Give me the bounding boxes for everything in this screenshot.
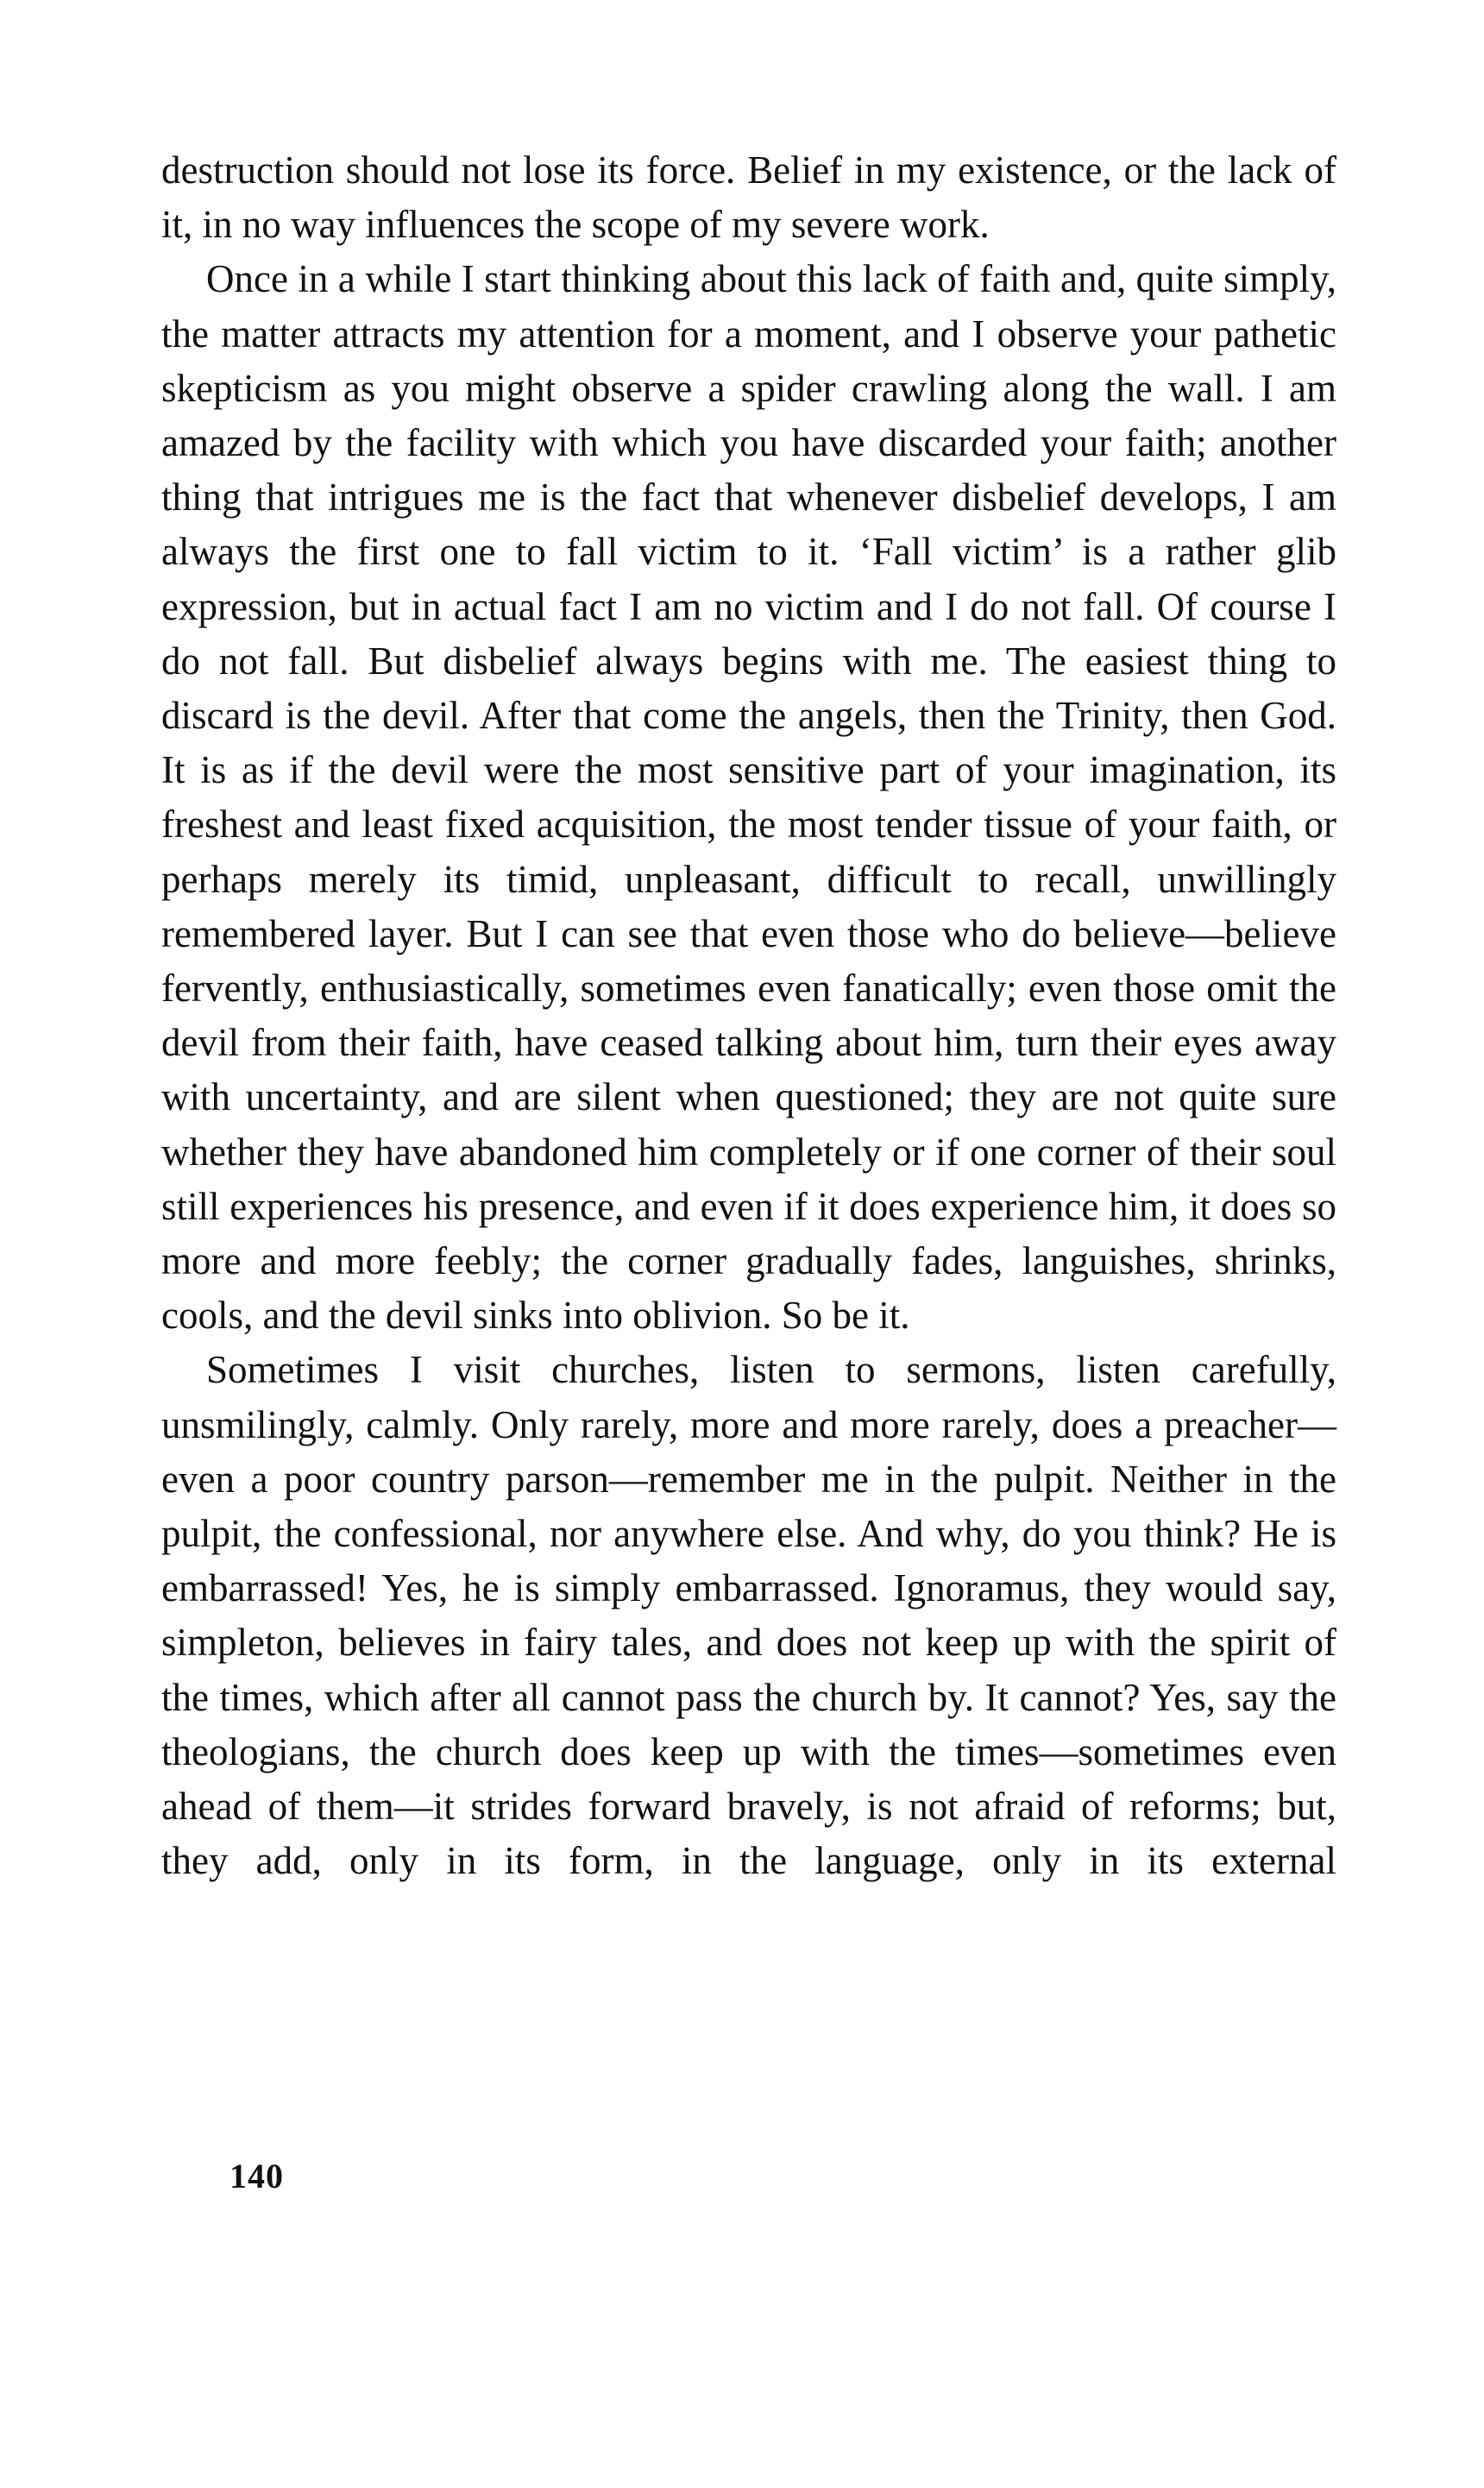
page-number: 140 (230, 2157, 284, 2195)
paragraph-1: destruction should not lose its force. Belief in my existence, or the lack of it, in no way influences the scope of my severe work. (161, 148, 1336, 247)
body-text (161, 143, 1336, 1889)
paragraph-3: Sometimes I visit churches, listen to sermons, listen carefully, unsmilingly, calmly. Only rarely, more and more rarely, does a preacher—even a poor country parson—remember me in the pulpit. Neither in the pulpit, the confessional, nor anywhere else. And why, do you think? He is embarrassed! Yes, he is simply embarrassed. Ignoramus, they would say, simpleton, believes in fairy tales, and does not keep up with the spirit of the times, which after all cannot pass the church by. It cannot? Yes, say the theologians, the church does keep up with the times—sometimes even ahead of them—it strides forward bravely, is not afraid of reforms; but, they add, only in its form, in the language, only in its external (161, 1348, 1336, 1883)
paragraph-2: Once in a while I start thinking about this lack of faith and, quite simply, the matter attracts my attention for a moment, and I observe your pathetic skepticism as you might observe a spider crawling along the wall. I am amazed by the facility with which you have discarded your faith; another thing that intrigues me is the fact that whenever disbelief develops, I am always the first one to fall victim to it. ‘Fall victim’ is a rather glib expression, but in actual fact I am no victim and I do not fall. Of course I do not fall. But disbelief always begins with me. The easiest thing to discard is the devil. After that come the angels, then the Trinity, then God. It is as if the devil were the most sensitive part of your imagination, its freshest and least fixed acquisition, the most tender tissue of your faith, or perhaps merely its timid, unpleasant, difficult to recall, unwillingly remembered layer. But I can see that even those who do believe—believe fervently, enthusiastically, sometimes even fanatically; even those omit the devil from their faith, have ceased talking about him, turn their eyes away with uncertainty, and are silent when questioned; they are not quite sure whether they have abandoned him completely or if one corner of their soul still experiences his presence, and even if it does experience him, it does so more and more feebly; the corner gradually fades, languishes, shrinks, cools, and the devil sinks into oblivion. So be it. (161, 257, 1336, 1338)
